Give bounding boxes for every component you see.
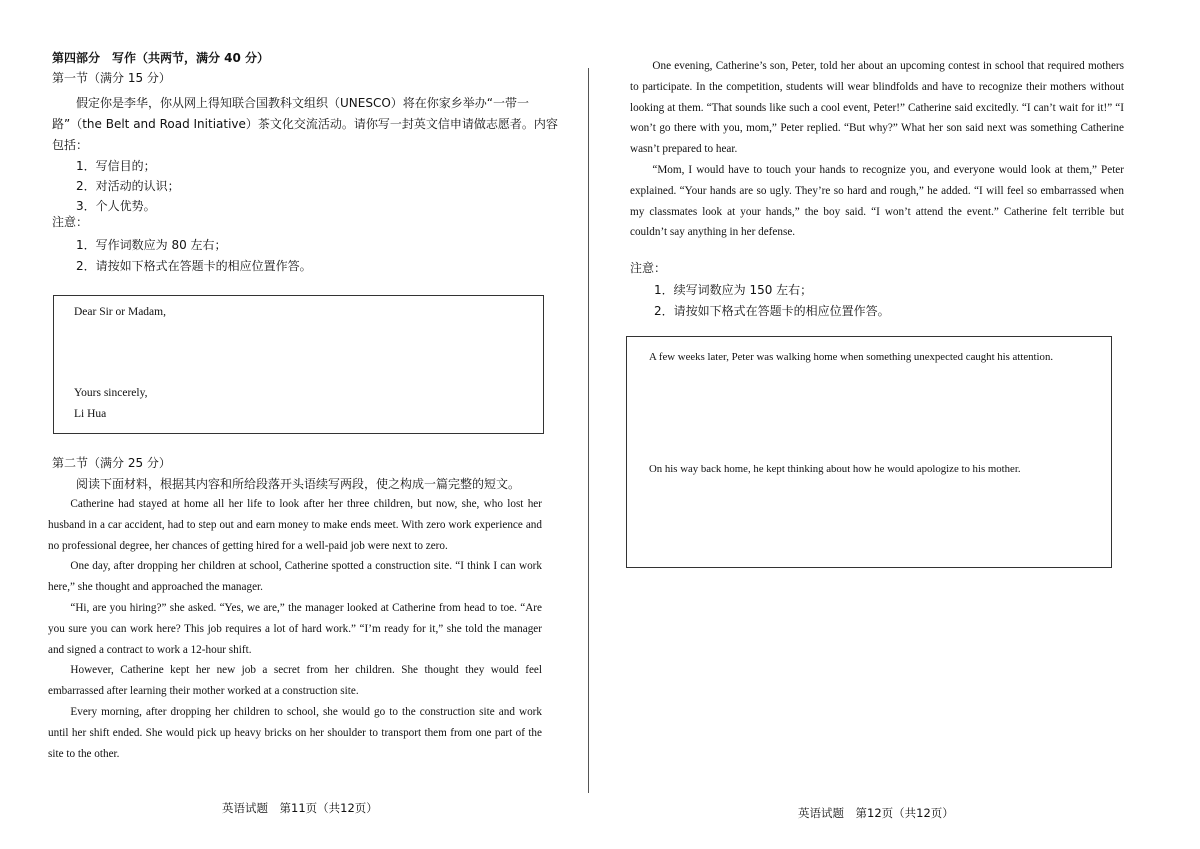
passage-right — [630, 56, 1124, 243]
right-page — [600, 0, 1200, 849]
passage-paragraph: One evening, Catherine’s son, Peter, told her about an upcoming contest in school that required mothers to participate. In the competition, students will wear blindfolds and have to recognize their mothers without looking at them. “That sounds like such a cool event, Peter!” Catherine said excitedly. “I can’t wait for it!” “I won’t go there with you, mom,” Peter replied. “But why?” What her son said next was something Catherine wasn’t prepared to hear. — [630, 60, 1124, 156]
continuation-answer-box — [626, 336, 1112, 568]
letter-answer-box — [53, 295, 544, 434]
section1-prompt-line: 假定你是李华，你从网上得知联合国教科文组织（UNESCO）将在你家乡举办“一带一 — [76, 96, 530, 110]
section1-title: 第一节（满分 15 分） — [52, 71, 171, 85]
section2-instruction: 阅读下面材料，根据其内容和所给段落开头语续写两段，使之构成一篇完整的短文。 — [76, 477, 521, 491]
section1-note: 1．写作词数应为 80 左右； — [76, 238, 227, 252]
passage-paragraph: “Hi, are you hiring?” she asked. “Yes, we are,” the manager looked at Catherine from head to toe. “Are you sure you can work here? This job requires a lot of hard work.” “I’m ready for it,” she told the manager and signed a contract to work a 12-hour shift. — [48, 601, 542, 656]
passage-paragraph: However, Catherine kept her new job a secret from her children. She thought they would feel embarrassed after learning their mother worked at a construction site. — [48, 664, 542, 698]
letter-signature: Li Hua — [74, 408, 107, 420]
continuation-note: 2．请按如下格式在答题卡的相应位置作答。 — [654, 304, 890, 318]
letter-greeting: Dear Sir or Madam, — [74, 306, 166, 318]
section1-notes-label: 注意： — [52, 215, 89, 229]
section1-prompt-line: 路”（the Belt and Road Initiative）茶文化交流活动。请你写一封英文信申请做志愿者。内容 — [52, 117, 558, 131]
section1-prompt-line: 包括： — [52, 138, 89, 152]
passage-paragraph: Every morning, after dropping her children to school, she would go to the construction site and work until her shift ended. She would pick up heavy bricks on her shoulder to transport them from one part of the site to the other. — [48, 705, 542, 760]
section2-title: 第二节（满分 25 分） — [52, 456, 171, 470]
continuation-opening-2: On his way back home, he kept thinking about how he would apologize to his mother. — [649, 463, 1021, 475]
part-title: 第四部分 写作（共两节，满分 40 分） — [52, 51, 270, 65]
continuation-opening-1: A few weeks later, Peter was walking home when something unexpected caught his attention. — [649, 351, 1054, 363]
letter-closing: Yours sincerely, — [74, 387, 148, 399]
page-footer: 英语试题 第11页（共12页） — [222, 801, 378, 815]
page-footer: 英语试题 第12页（共12页） — [798, 806, 954, 820]
continuation-notes-label: 注意： — [630, 261, 667, 275]
section1-item: 2．对活动的认识； — [76, 179, 180, 193]
page-divider — [588, 68, 589, 793]
continuation-note: 1．续写词数应为 150 左右； — [654, 283, 813, 297]
section1-note: 2．请按如下格式在答题卡的相应位置作答。 — [76, 259, 312, 273]
section1-item: 3．个人优势。 — [76, 199, 156, 213]
passage-left — [48, 494, 542, 764]
section1-item: 1．写信目的； — [76, 159, 156, 173]
passage-paragraph: One day, after dropping her children at school, Catherine spotted a construction site. “I think I can work here,” she thought and approached the manager. — [48, 560, 542, 594]
left-page — [0, 0, 590, 849]
passage-paragraph: “Mom, I would have to touch your hands to recognize you, and everyone would look at them,” Peter explained. “Your hands are so ugly. They’re so hard and rough,” he added. “I will feel so embarrassed when my classmates look at your hands,” the boy said. “I won’t attend the event.” Catherine felt terrible but couldn’t say anything in her defense. — [630, 163, 1124, 239]
passage-paragraph: Catherine had stayed at home all her life to look after her three children, but now, she, who lost her husband in a car accident, had to step out and earn money to make ends meet. With zero work experience and no professional degree, her chances of getting hired for a well-paid job were next to zero. — [48, 498, 542, 552]
